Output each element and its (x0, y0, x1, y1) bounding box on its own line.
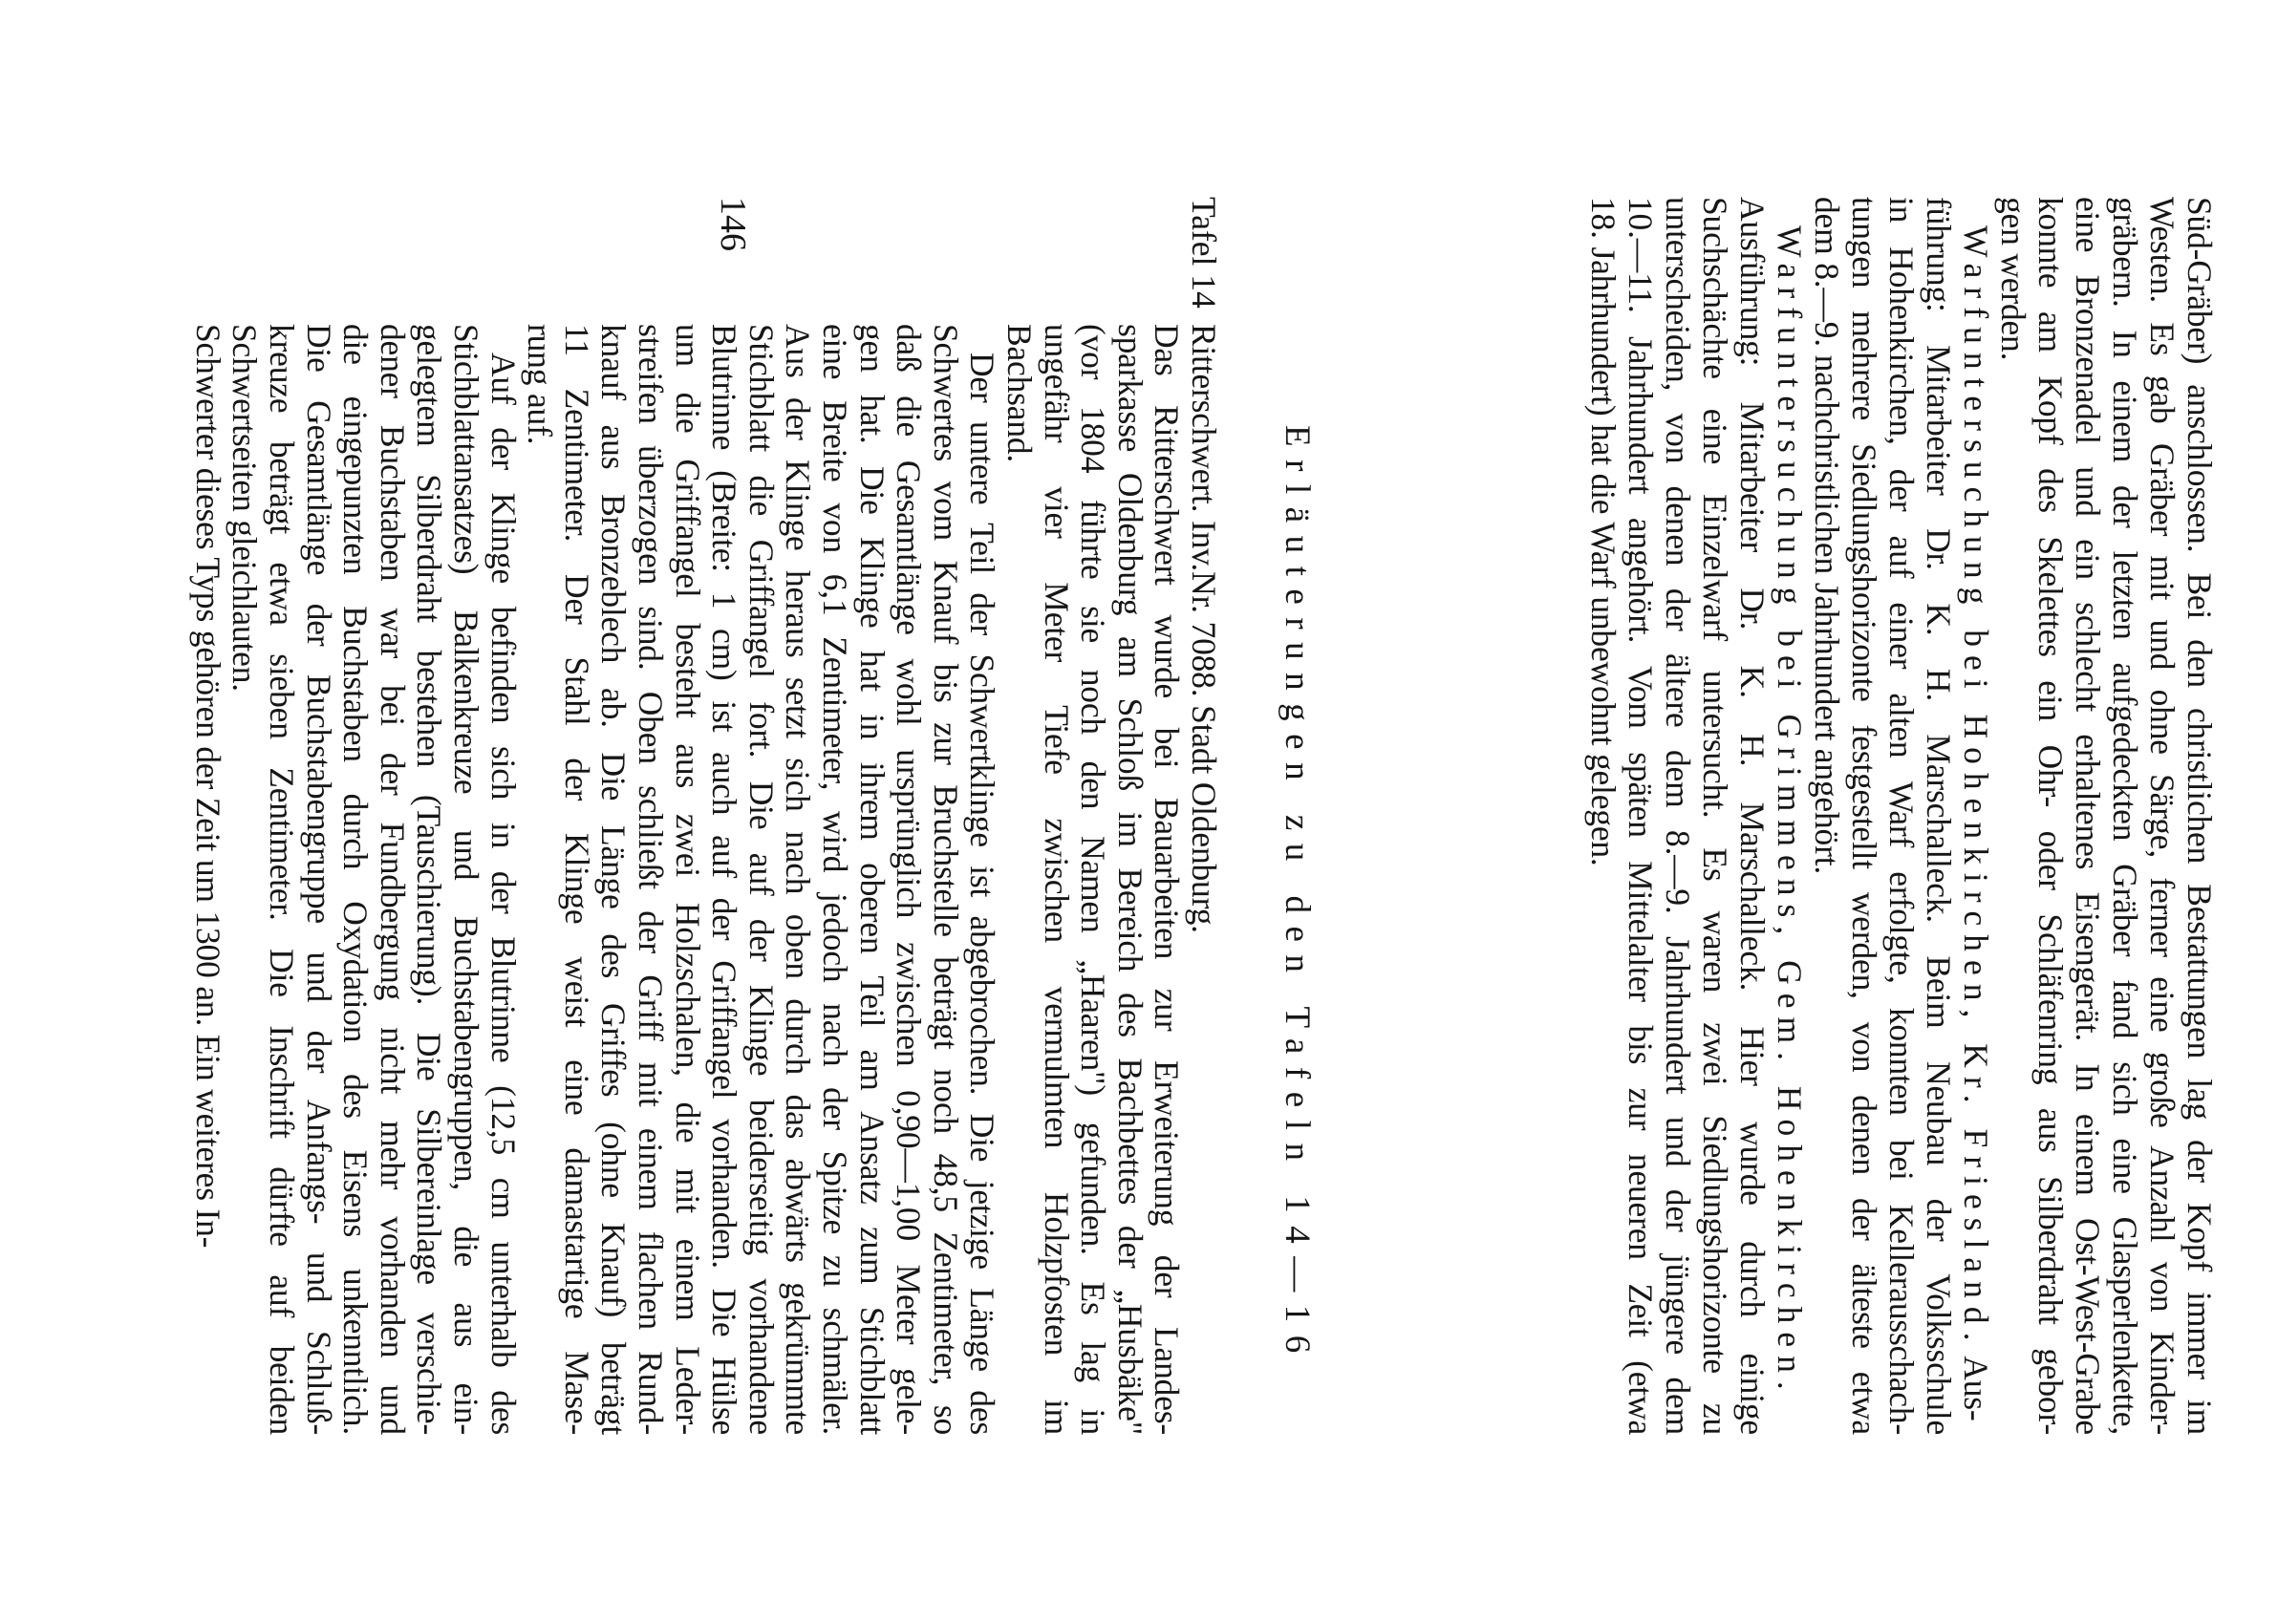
text-line: Schwertes vom Knauf bis zur Bruchstelle beträgt noch 48,5 Zentimeter, so (926, 324, 965, 1435)
text-line: Stichblatt die Griffangel fort. Die auf der Klinge beiderseitig vorhandene (741, 324, 781, 1435)
section-warf-grimmens-first-line (1773, 225, 1807, 1399)
text-line: knauf aus Bronzeblech ab. Die Länge des Griffes (ohne Knauf) beträgt (594, 324, 634, 1435)
text-line: eine Breite von 6,1 Zentimeter, wird jedoch nach der Spitze zu schmäler. (816, 324, 854, 1435)
text-line: sparkasse Oldenburg am Schloß im Bereich des Bachbettes der „Husbäke" (1110, 324, 1150, 1435)
text-line: Schwerter dieses Typs gehören der Zeit um 1300 an. Ein weiteres In- (188, 324, 227, 1249)
text-line: Bachsand. (1000, 324, 1039, 463)
text-line: streifen überzogen sind. Oben schließt der Griff mit einem flachen Rund- (632, 324, 670, 1435)
text-line: gelegtem Silberdraht bestehen (Tauschierung). Die Silbereinlage verschie- (410, 324, 449, 1435)
text-line: Stichblattansatzes) Balkenkreuze und Buchstabengruppen, die aus ein- (447, 324, 485, 1435)
text-line: 11 Zentimeter. Der Stahl der Klinge weist eine damastartige Mase- (557, 324, 596, 1435)
text-line: konnte am Kopf des Skelettes ein Ohr- oder Schläfenring aus Silberdraht gebor- (2031, 197, 2070, 1435)
text-line: gen hat. Die Klinge hat in ihrem oberen Teil am Ansatz zum Stichblatt (852, 324, 892, 1435)
text-line: dem 8.—9. nachchristlichen Jahrhundert angehört. (1808, 197, 1846, 875)
section-heading: Erläuterungen zu den Tafeln 14—16 (1278, 425, 1317, 1366)
text-line: tungen mehrere Siedlungshorizonte festgestellt werden, von denen der älteste etwa (1845, 197, 1883, 1435)
plate-label: Tafel 14 (1185, 197, 1223, 309)
text-line: Westen. Es gab Gräber mit und ohne Särge, ferner eine große Anzahl von Kinder- (2143, 197, 2181, 1435)
text-line: 18. Jahrhundert) hat die Warf unbewohnt gelegen. (1584, 197, 1623, 866)
text-line: Auf der Klinge befinden sich in der Blutrinne (12,5 cm unterhalb des (484, 353, 523, 1435)
text-line: dener Buchstaben war bei der Fundbergung nicht mehr vorhanden und (373, 324, 412, 1435)
spaced-section-title: Warfuntersuchung bei Hohenkirchen, Kr. Friesland. (1957, 225, 1995, 1350)
page-number: 146 (713, 197, 753, 251)
text-line: ungefähr vier Meter Tiefe zwischen vermulmten Holzpfosten im (1037, 324, 1076, 1435)
text-line: Schwertseiten gleichlauten. (226, 324, 265, 692)
text-line: Süd-Gräber) anschlossen. Bei den christlichen Bestattungen lag der Kopf immer im (2181, 197, 2219, 1435)
text-line: um die Griffangel besteht aus zwei Holzschalen, die mit einem Leder- (668, 324, 707, 1435)
text-line: Blutrinne (Breite: 1 cm) ist auch auf der Griffangel vorhanden. Die Hülse (705, 324, 744, 1435)
text-fragment: Aus- (1957, 1349, 1995, 1421)
text-line: Ritterschwert. Inv.Nr. 7088. Stadt Oldenburg. (1185, 324, 1223, 933)
text-line: in Hohenkirchen, der auf einer alten Warf erfolgte, konnten bei Kellerausschach- (1882, 197, 1921, 1435)
text-line: gräbern. In einem der letzten aufgedeckten Gräber fand sich eine Glasperlenkette, (2106, 197, 2144, 1435)
text-line: daß die Gesamtlänge wohl ursprünglich zwischen 0,90—1,00 Meter gele- (890, 324, 929, 1435)
text-line: Die Gesamtlänge der Buchstabengruppe und der Anfangs- und Schluß- (299, 324, 338, 1435)
text-line: führung: Mitarbeiter Dr. K. H. Marschalleck. Beim Neubau der Volksschule (1920, 197, 1958, 1435)
text-line: (vor 1804 führte sie noch den Namen „Haaren") gefunden. Es lag in (1074, 324, 1113, 1435)
text-line: kreuze beträgt etwa sieben Zentimeter. Die Inschrift dürfte auf beiden (263, 324, 301, 1435)
text-line: gen werden. (1994, 197, 2032, 361)
spaced-section-title: Warfuntersuchung bei Grimmens, Gem. Hohenkirchen. (1771, 225, 1809, 1399)
text-line: unterscheiden, von denen der ältere dem 8.—9. Jahrhundert und der jüngere dem (1659, 197, 1697, 1435)
text-line: Aus der Klinge heraus setzt sich nach oben durch das abwärts gekrümmte (779, 324, 818, 1435)
text-line: Das Ritterschwert wurde bei Bauarbeiten zur Erweiterung der Landes- (1148, 324, 1187, 1435)
text-line: Ausführung: Mitarbeiter Dr. K. H. Marschalleck. Hier wurde durch einige (1733, 197, 1772, 1435)
text-line: Der untere Teil der Schwertklinge ist abgebrochen. Die jetzige Länge des (963, 353, 1002, 1435)
text-line: eine Bronzenadel und ein schlecht erhaltenes Eisengerät. In einem Ost-West-Grabe (2069, 197, 2107, 1435)
section-warf-hohenkirchen-first-line (1959, 225, 1993, 1421)
text-line: 10.—11. Jahrhundert angehört. Vom späten Mittelalter bis zur neueren Zeit (etwa (1622, 197, 1660, 1435)
text-line: rung auf. (521, 324, 560, 445)
text-line: die eingepunzten Buchstaben durch Oxydation des Eisens unkenntlich. (336, 324, 376, 1435)
text-line: Suchschächte eine Einzelwarf untersucht. Es waren zwei Siedlungshorizonte zu (1696, 197, 1734, 1435)
